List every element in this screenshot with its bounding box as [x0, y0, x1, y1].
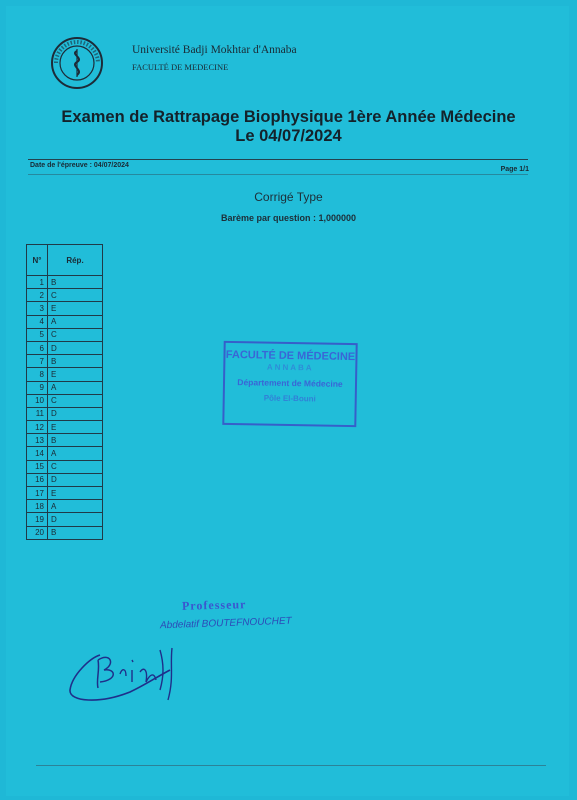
table-row	[27, 381, 103, 394]
answer-table	[26, 244, 103, 540]
table-row	[27, 328, 103, 341]
answer-letter: A	[48, 315, 103, 328]
answer-letter: A	[48, 500, 103, 513]
answer-letter: D	[48, 341, 103, 354]
exam-date-line: Le 04/07/2024	[235, 127, 342, 145]
answer-letter: D	[48, 513, 103, 526]
table-row	[27, 500, 103, 513]
table-row	[27, 394, 103, 407]
stamp-line-1: FACULTÉ DE MÉDECINE	[225, 348, 356, 364]
university-name: Université Badji Mokhtar d'Annaba	[132, 44, 297, 56]
question-number: 9	[27, 381, 48, 394]
page-number: Page 1/1	[500, 166, 529, 173]
table-row	[27, 526, 103, 539]
table-row	[27, 289, 103, 302]
question-number: 15	[27, 460, 48, 473]
answer-table-header	[27, 245, 103, 276]
faculty-stamp	[222, 341, 357, 427]
answer-letter: D	[48, 407, 103, 420]
question-number: 3	[27, 302, 48, 315]
subheader-divider	[28, 174, 528, 175]
column-header-answer: Rép.	[48, 245, 103, 276]
column-header-number: N°	[27, 245, 48, 276]
table-row	[27, 513, 103, 526]
answer-letter: C	[48, 460, 103, 473]
faculty-name: FACULTÉ DE MEDECINE	[132, 62, 229, 72]
answer-letter: D	[48, 473, 103, 486]
question-number: 8	[27, 368, 48, 381]
answer-letter: A	[48, 447, 103, 460]
signatory-title: Professeur	[181, 597, 247, 613]
answer-letter: E	[48, 302, 103, 315]
table-row	[27, 341, 103, 354]
signatory-name: Abdelatif BOUTEFNOUCHET	[159, 615, 292, 632]
question-number: 12	[27, 421, 48, 434]
question-number: 10	[27, 394, 48, 407]
table-row	[27, 355, 103, 368]
table-row	[27, 407, 103, 420]
question-number: 20	[27, 526, 48, 539]
answer-key-heading: Corrigé Type	[254, 190, 323, 204]
stamp-line-4: Pôle El-Bouni	[263, 393, 316, 404]
table-row	[27, 460, 103, 473]
header-divider	[28, 159, 528, 160]
faculty-logo	[50, 36, 104, 90]
question-number: 7	[27, 355, 48, 368]
question-number: 16	[27, 473, 48, 486]
table-row	[27, 434, 103, 447]
question-number: 18	[27, 500, 48, 513]
question-number: 5	[27, 328, 48, 341]
answer-letter: B	[48, 526, 103, 539]
question-number: 2	[27, 289, 48, 302]
answer-letter: B	[48, 276, 103, 289]
table-row	[27, 302, 103, 315]
table-row	[27, 473, 103, 486]
answer-letter: C	[48, 394, 103, 407]
handwritten-signature	[60, 630, 210, 710]
table-row	[27, 315, 103, 328]
footer-divider	[36, 765, 546, 766]
scoring-scale: Barème par question : 1,000000	[220, 213, 357, 223]
exam-date-field: Date de l'épreuve : 04/07/2024	[30, 162, 129, 169]
table-row	[27, 368, 103, 381]
answer-letter: A	[48, 381, 103, 394]
question-number: 19	[27, 513, 48, 526]
stamp-line-3: Département de Médecine	[237, 377, 343, 389]
stamp-line-2: ANNABA	[266, 362, 314, 373]
answer-letter: C	[48, 328, 103, 341]
table-row	[27, 447, 103, 460]
table-row	[27, 421, 103, 434]
answer-letter: B	[48, 434, 103, 447]
question-number: 1	[27, 276, 48, 289]
question-number: 6	[27, 341, 48, 354]
question-number: 17	[27, 487, 48, 500]
question-number: 14	[27, 447, 48, 460]
answer-letter: E	[48, 368, 103, 381]
exam-title: Examen de Rattrapage Biophysique 1ère Année Médecine	[61, 108, 516, 126]
table-row	[27, 276, 103, 289]
answer-table-body	[27, 276, 103, 540]
question-number: 4	[27, 315, 48, 328]
table-row	[27, 487, 103, 500]
answer-letter: E	[48, 421, 103, 434]
question-number: 11	[27, 407, 48, 420]
answer-letter: B	[48, 355, 103, 368]
answer-letter: C	[48, 289, 103, 302]
answer-letter: E	[48, 487, 103, 500]
question-number: 13	[27, 434, 48, 447]
